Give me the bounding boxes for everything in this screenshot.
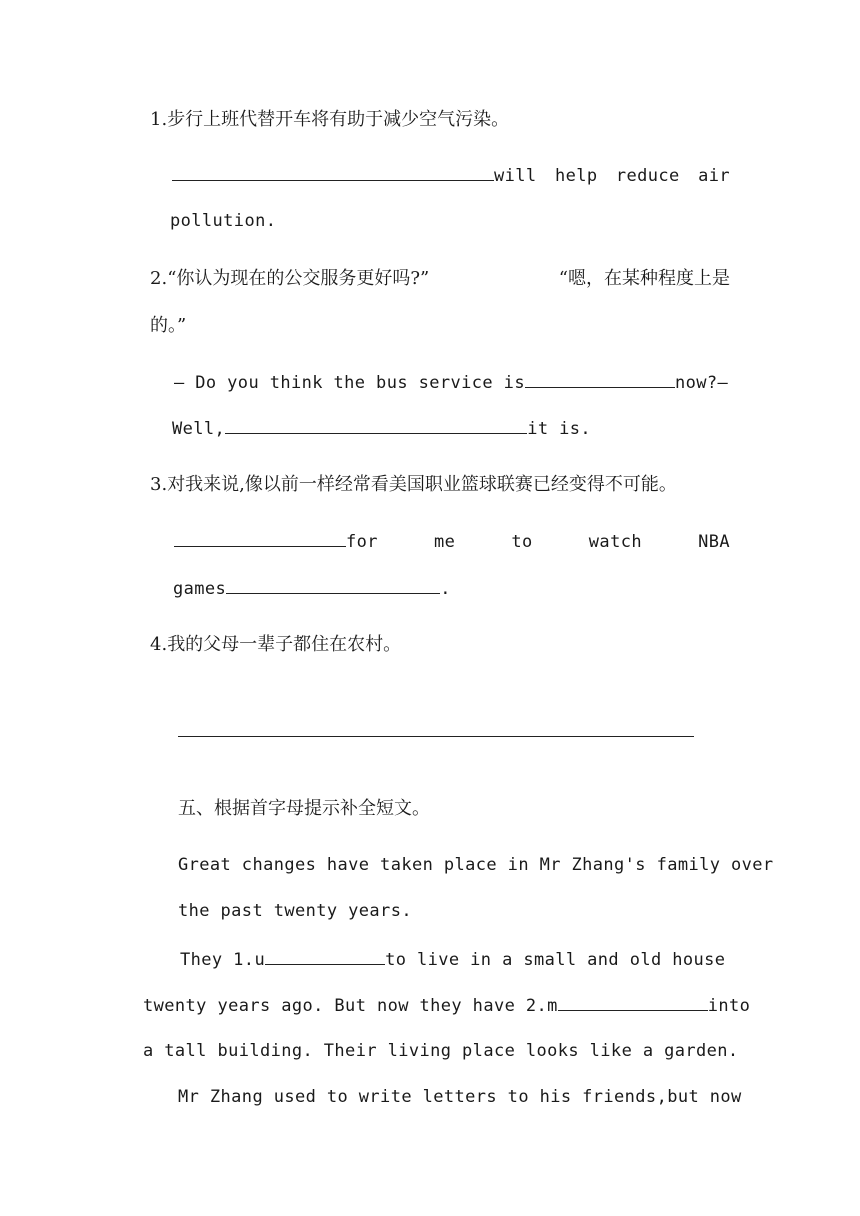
passage-line: Mr Zhang used to write letters to his friends,but now xyxy=(178,1087,742,1107)
question-3-word: for xyxy=(346,532,378,552)
question-1-prompt xyxy=(150,109,509,131)
passage-blank-2[interactable] xyxy=(558,994,708,1011)
passage-line: the past twenty years. xyxy=(178,901,412,921)
question-3-blank-1[interactable] xyxy=(174,530,346,547)
question-3-number: 3. xyxy=(150,474,168,495)
question-2-chinese-b: “嗯，在某种程度上是 xyxy=(558,268,730,289)
question-2-blank-2[interactable] xyxy=(225,417,527,434)
question-3-line2-start: games xyxy=(173,579,227,599)
question-2-answer-line-2 xyxy=(172,417,591,440)
passage-line xyxy=(180,948,725,971)
question-3-answer-line-2 xyxy=(173,577,451,600)
question-1-blank[interactable] xyxy=(172,164,494,181)
answer-word: air xyxy=(698,166,730,186)
question-4-number: 4. xyxy=(150,634,168,655)
question-3-word: NBA xyxy=(698,532,730,552)
question-2-answer-line-1 xyxy=(174,371,728,394)
question-3-word: watch xyxy=(588,532,642,552)
question-2-chinese-a: “你认为现在的公交服务更好吗?” xyxy=(167,268,430,289)
question-1-number: 1. xyxy=(150,109,168,130)
passage-text: They 1.u xyxy=(180,950,266,970)
passage-line: a tall building. Their living place looks like a garden. xyxy=(143,1041,739,1061)
question-4-answer-blank[interactable] xyxy=(178,736,694,737)
question-3-prompt xyxy=(150,474,677,496)
passage-text: into xyxy=(707,996,751,1016)
passage-line xyxy=(178,854,774,876)
question-3-answer-line-1 xyxy=(174,530,730,553)
question-3-blank-2[interactable] xyxy=(226,577,440,594)
question-2-chinese-c: 的。” xyxy=(150,315,187,336)
question-3-chinese: 对我来说,像以前一样经常看美国职业篮球联赛已经变得不可能。 xyxy=(167,474,677,495)
passage-line xyxy=(143,994,750,1017)
question-2-line1-text: — Do you think the bus service is xyxy=(174,373,525,393)
answer-word: will xyxy=(494,166,537,186)
question-1-answer-line xyxy=(172,164,730,187)
passage-text: twenty years ago. But now they have 2.m xyxy=(143,996,558,1016)
question-3-line2-end: . xyxy=(440,579,451,599)
question-4-prompt xyxy=(150,634,401,656)
question-3-word: me xyxy=(434,532,456,552)
question-2-line2-start: Well, xyxy=(172,419,226,439)
question-2-prompt xyxy=(150,268,730,290)
question-2-blank-1[interactable] xyxy=(525,371,675,388)
question-2-line2-end: it is. xyxy=(527,419,591,439)
answer-word: help xyxy=(554,166,598,186)
question-2-number: 2. xyxy=(150,268,168,289)
question-2-line1-end: now?— xyxy=(674,373,729,393)
section-5-heading: 五、根据首字母提示补全短文。 xyxy=(178,798,430,819)
passage-text: to live in a small and old house xyxy=(385,950,726,970)
question-1-line-2: pollution. xyxy=(170,211,277,231)
question-4-chinese: 我的父母一辈子都住在农村。 xyxy=(167,634,402,655)
answer-word: reduce xyxy=(615,166,680,186)
passage-text: Great changes have taken place in Mr Zhang's family over xyxy=(178,855,774,875)
question-1-chinese: 步行上班代替开车将有助于减少空气污染。 xyxy=(167,109,510,130)
passage-blank-1[interactable] xyxy=(265,948,385,965)
question-3-word: to xyxy=(511,532,533,552)
